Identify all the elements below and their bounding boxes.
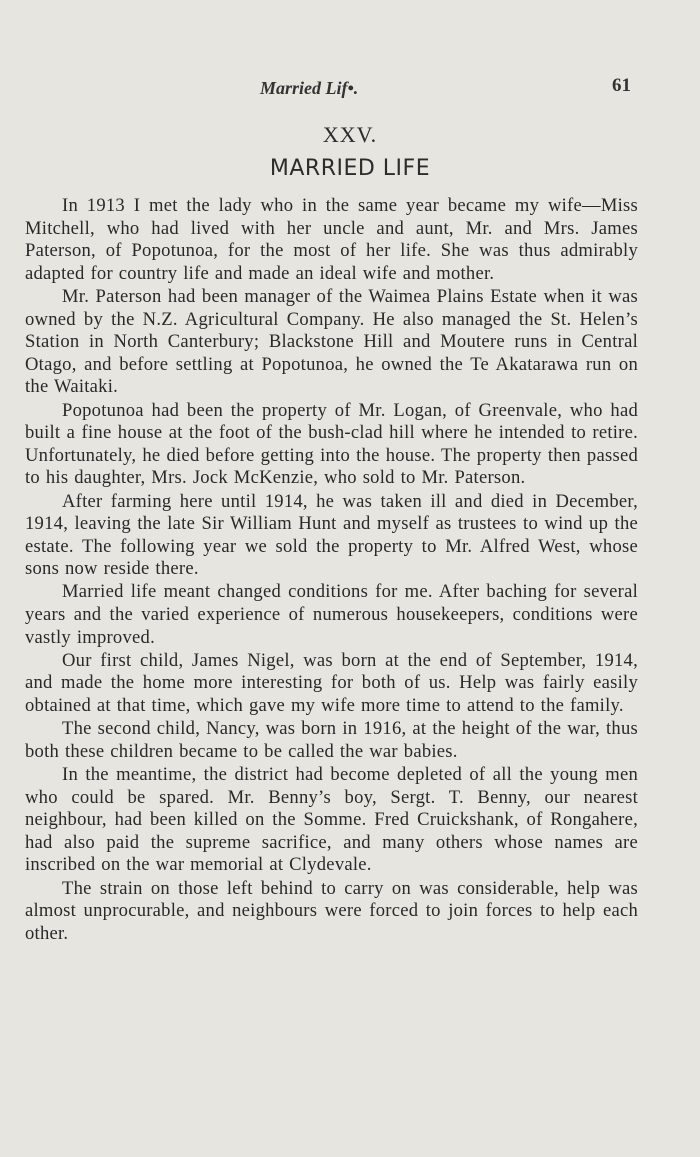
chapter-number: XXV.: [322, 122, 378, 147]
chapter-title: MARRIED LIFE: [269, 156, 431, 181]
page-number: 61: [612, 75, 631, 96]
running-head-title: Married Lif•.: [260, 78, 359, 98]
paragraph: The second child, Nancy, was born in 1916, at the height of the war, thus both these children became to be called the war babies.: [25, 718, 638, 762]
paragraph: Married life meant changed conditions for me. After baching for several years and the varied experience of numerous housekeepers, conditions were vastly improved.: [25, 581, 638, 648]
paragraph: In 1913 I met the lady who in the same year became my wife—Miss Mitchell, who had lived with her uncle and aunt, Mr. and Mrs. James Paterson, of Popotunoa, for the most of her life. She was thus admirably adapted for country life and made an ideal wife and mother.: [25, 195, 638, 284]
paragraph: The strain on those left behind to carry on was considerable, help was almost unprocurable, and neighbours were forced to join forces to help each other.: [25, 877, 638, 944]
paragraph: In the meantime, the district had become depleted of all the young men who could be spared. Mr. Benny’s boy, Sergt. T. Benny, our nearest neighbour, had been killed on the Somme. Fred Cruickshank, of Rongahere, had also paid the supreme sacrifice, and many others whose names are inscribed on the war memorial at Clydevale.: [25, 764, 638, 876]
paragraph: Our first child, James Nigel, was born at the end of September, 1914, and made the home more interesting for both of us. Help was fairly easily obtained at that time, which gave my wife more time to attend to the family.: [25, 649, 638, 717]
paragraph: Mr. Paterson had been manager of the Waimea Plains Estate when it was owned by the N.Z. Agricultural Company. He also managed the St. Helen’s Station in North Canterbury; Blackstone Hill and Moutere runs in Central Otago, and before settling at Popotunoa, he owned the Te Akatarawa run on the Waitaki.: [25, 285, 638, 398]
paragraph: Popotunoa had been the property of Mr. Logan, of Greenvale, who had built a fine house at the foot of the bush-clad hill where he intended to retire. Unfortunately, he died before getting into the house. The property then passed to his daughter, Mrs. Jock McKenzie, who sold to Mr. Paterson.: [25, 399, 638, 489]
paragraph: After farming here until 1914, he was taken ill and died in December, 1914, leaving the late Sir William Hunt and myself as trustees to wind up the estate. The following year we sold the property to Mr. Alfred West, whose sons now reside there.: [25, 490, 638, 580]
chapter-body: [25, 195, 638, 946]
